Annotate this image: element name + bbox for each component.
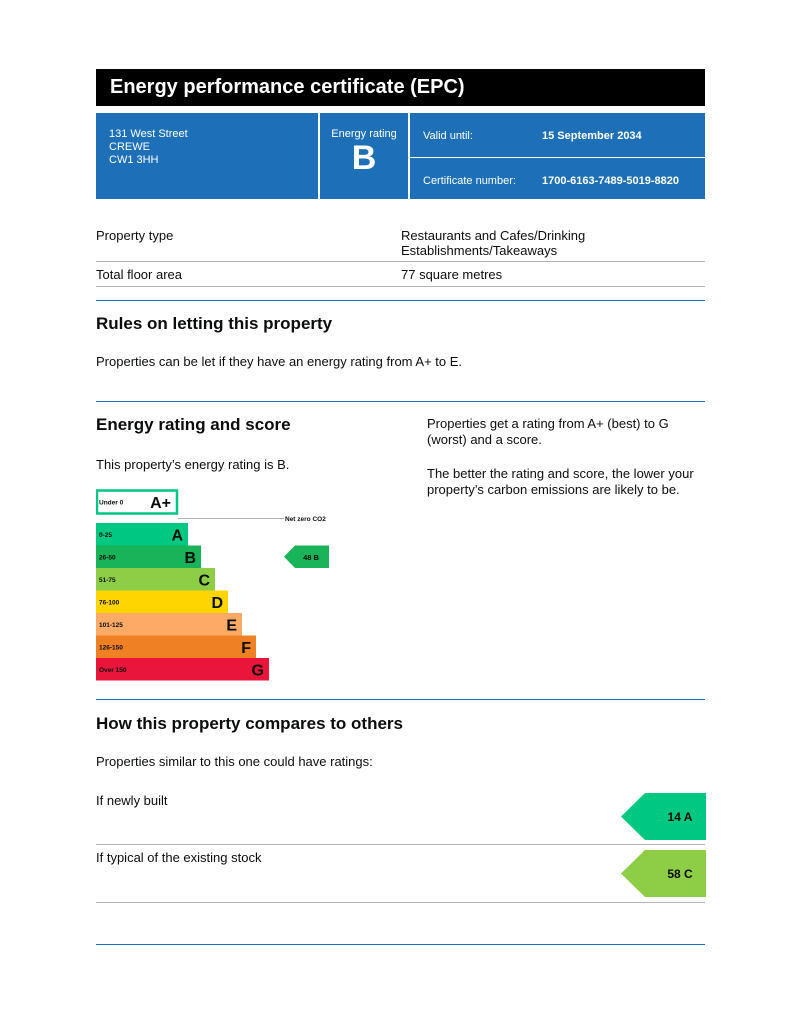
divider <box>96 902 705 903</box>
rating-explanation-1 <box>427 416 669 448</box>
compare-row-label: If newly built <box>96 793 168 808</box>
rules-heading: Rules on letting this property <box>96 314 333 333</box>
address-line-1: 131 West Street <box>109 128 188 140</box>
divider <box>96 844 705 845</box>
floor-area-value: 77 square metres <box>401 267 503 282</box>
property-type-label: Property type <box>96 228 174 243</box>
band-letter: C <box>198 572 210 590</box>
rules-text: Properties can be let if they have an energy rating from A+ to E. <box>96 354 463 369</box>
band-letter: F <box>241 639 251 657</box>
band-range-label: 51-75 <box>99 576 116 584</box>
band-letter: D <box>211 594 223 612</box>
band-range-label: 26-50 <box>99 554 116 562</box>
compare-arrow-shape <box>621 793 706 840</box>
band-letter: G <box>251 662 264 680</box>
address-line-2: CREWE <box>109 141 150 153</box>
divider <box>96 286 705 287</box>
rating-explanation-1-line-2: (worst) and a score. <box>427 432 542 447</box>
address-line-3: CW1 3HH <box>109 154 159 166</box>
energy-rating-panel <box>320 113 408 199</box>
energy-heading: Energy rating and score <box>96 415 291 434</box>
band-range-label: 76-100 <box>99 599 120 607</box>
section-divider <box>96 401 705 402</box>
section-divider <box>96 300 705 301</box>
compare-intro: Properties similar to this one could have ratings: <box>96 754 373 769</box>
property-type-value <box>401 228 585 258</box>
address-panel <box>96 113 318 199</box>
certificate-number-label: Certificate number: <box>423 175 516 187</box>
section-divider <box>96 699 705 700</box>
band-range-label: Under 0 <box>99 499 124 507</box>
net-zero-label: Net zero CO2 <box>285 516 326 523</box>
compare-arrow-value: 14 A <box>667 810 693 824</box>
valid-until-panel <box>410 113 705 157</box>
band-letter: A <box>171 527 183 545</box>
divider <box>96 261 705 262</box>
property-type-value-line-2: Establishments/Takeaways <box>401 243 558 258</box>
band-range-label: 126-150 <box>99 644 123 652</box>
rating-explanation-1-line-1: Properties get a rating from A+ (best) to G <box>427 416 669 431</box>
band-letter: B <box>184 549 196 567</box>
current-rating-text: This property’s energy rating is B. <box>96 457 290 472</box>
energy-rating-letter: B <box>351 139 377 177</box>
compare-arrow-shape <box>621 850 706 897</box>
compare-rating-arrow <box>621 850 706 897</box>
valid-until-value: 15 September 2034 <box>542 130 642 142</box>
compare-rating-arrow <box>621 793 706 840</box>
energy-rating-chart <box>96 488 346 684</box>
compare-arrow-value: 58 C <box>667 867 693 881</box>
certificate-number-panel <box>410 158 705 199</box>
band-range-label: 101-125 <box>99 621 123 629</box>
energy-rating-label: Energy rating <box>331 128 397 140</box>
floor-area-label: Total floor area <box>96 267 182 282</box>
band-letter: A+ <box>150 495 171 512</box>
certificate-number-value: 1700-6163-7489-5019-8820 <box>542 175 680 187</box>
page-title: Energy performance certificate (EPC) <box>96 69 705 106</box>
compare-heading: How this property compares to others <box>96 714 403 733</box>
rating-explanation-2-line-1: The better the rating and score, the lower your <box>427 466 694 481</box>
compare-row-label: If typical of the existing stock <box>96 850 262 865</box>
property-type-value-line-1: Restaurants and Cafes/Drinking <box>401 228 586 243</box>
rating-explanation-2-line-2: property’s carbon emissions are likely to be. <box>427 482 680 497</box>
band-range-label: 0-25 <box>99 531 113 539</box>
valid-until-label: Valid until: <box>423 130 473 142</box>
rating-explanation-2 <box>427 466 694 498</box>
band-letter: E <box>226 617 237 635</box>
band-range-label: Over 150 <box>99 666 127 674</box>
current-rating-label: 48 B <box>303 552 319 562</box>
section-divider <box>96 944 705 945</box>
